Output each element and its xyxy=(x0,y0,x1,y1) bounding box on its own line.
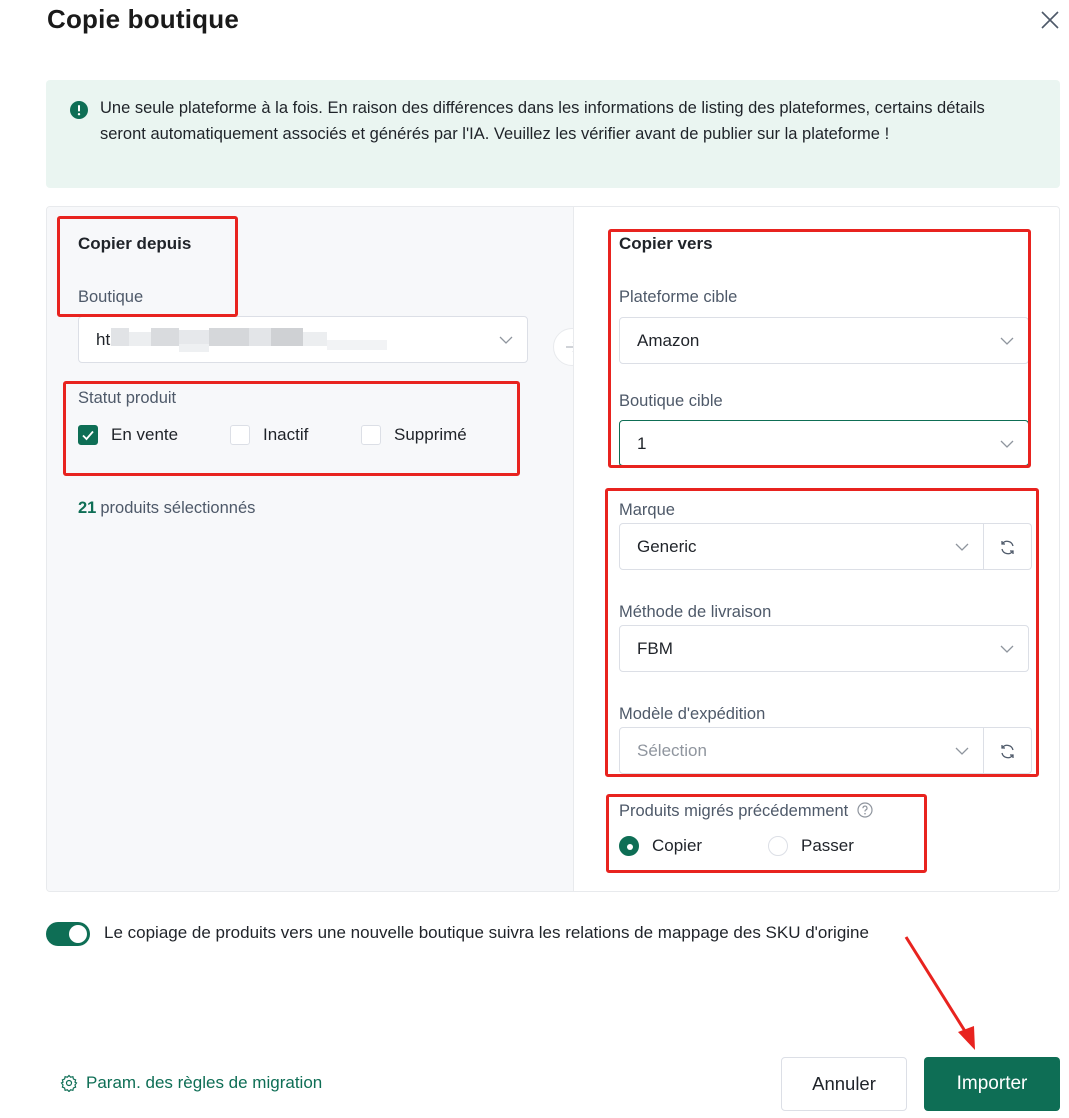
source-shop-select[interactable] xyxy=(78,316,528,363)
alert-text: Une seule plateforme à la fois. En raison des différences dans les informations de listing des plateformes, certains détails seront automatiquement associés et générés par l'IA. Veuillez les vérifier avant de publier sur la plateforme ! xyxy=(100,99,985,143)
checkbox[interactable] xyxy=(361,425,381,445)
migrated-option-copier[interactable] xyxy=(619,836,702,856)
chevron-down-icon xyxy=(955,540,969,554)
migrated-label xyxy=(619,802,873,821)
delivery-value: FBM xyxy=(637,639,673,658)
platform-value: Amazon xyxy=(637,331,700,350)
shipping-label: Modèle d'expédition xyxy=(619,705,766,723)
status-option-label: En vente xyxy=(111,425,179,444)
refresh-icon xyxy=(999,743,1016,760)
source-shop-label: Boutique xyxy=(78,288,144,306)
chevron-down-icon xyxy=(1000,642,1014,656)
brand-label: Marque xyxy=(619,501,675,519)
selected-count-number: 21 xyxy=(78,499,97,517)
selected-count-suffix: produits sélectionnés xyxy=(100,499,256,517)
checkbox-checked[interactable] xyxy=(78,425,98,445)
delivery-label: Méthode de livraison xyxy=(619,603,772,621)
target-shop-select[interactable] xyxy=(619,420,1029,467)
radio-checked[interactable] xyxy=(619,836,639,856)
copy-panels xyxy=(46,206,1060,892)
brand-refresh-button[interactable] xyxy=(984,523,1032,570)
brand-select[interactable] xyxy=(619,523,984,570)
shipping-select[interactable] xyxy=(619,727,984,774)
dialog-title: Copie boutique xyxy=(47,4,239,34)
target-shop-value: 1 xyxy=(637,434,647,453)
brand-value: Generic xyxy=(637,537,697,556)
checkbox[interactable] xyxy=(230,425,250,445)
status-supprime[interactable] xyxy=(361,425,467,445)
cancel-button[interactable]: Annuler xyxy=(781,1057,907,1111)
status-en-vente[interactable] xyxy=(78,425,178,445)
source-shop-value: ht xyxy=(96,330,111,349)
source-title: Copier depuis xyxy=(78,234,192,253)
chevron-down-icon xyxy=(955,744,969,758)
help-icon[interactable] xyxy=(857,802,873,818)
migrated-label-text: Produits migrés précédemment xyxy=(619,802,849,820)
close-icon[interactable] xyxy=(1038,8,1062,32)
sku-mapping-text: Le copiage de produits vers une nouvelle boutique suivra les relations de mappage des SKU d'origine xyxy=(104,923,869,942)
target-title: Copier vers xyxy=(619,234,713,253)
radio[interactable] xyxy=(768,836,788,856)
gear-icon xyxy=(60,1074,78,1092)
import-button[interactable]: Importer xyxy=(924,1057,1060,1111)
masked-shop-name xyxy=(111,328,387,352)
target-panel xyxy=(573,207,1060,891)
selected-count xyxy=(78,499,255,518)
refresh-icon xyxy=(999,539,1016,556)
delivery-select[interactable] xyxy=(619,625,1029,672)
target-shop-label: Boutique cible xyxy=(619,392,723,410)
migrated-option-label: Passer xyxy=(801,836,854,855)
migration-rules-link[interactable] xyxy=(60,1073,322,1093)
platform-label: Plateforme cible xyxy=(619,288,738,306)
info-circle-icon xyxy=(70,101,88,119)
sku-mapping-toggle[interactable] xyxy=(46,922,90,946)
status-inactif[interactable] xyxy=(230,425,308,445)
info-alert xyxy=(46,80,1060,188)
chevron-down-icon xyxy=(499,333,513,347)
shipping-refresh-button[interactable] xyxy=(984,727,1032,774)
chevron-down-icon xyxy=(1000,437,1014,451)
status-option-label: Supprimé xyxy=(394,425,467,444)
migrated-option-passer[interactable] xyxy=(768,836,854,856)
status-option-label: Inactif xyxy=(263,425,309,444)
migration-rules-label: Param. des règles de migration xyxy=(86,1073,323,1092)
source-panel xyxy=(47,207,573,891)
shipping-placeholder: Sélection xyxy=(637,741,707,760)
platform-select[interactable] xyxy=(619,317,1029,364)
status-label: Statut produit xyxy=(78,389,177,407)
migrated-option-label: Copier xyxy=(652,836,703,855)
chevron-down-icon xyxy=(1000,334,1014,348)
